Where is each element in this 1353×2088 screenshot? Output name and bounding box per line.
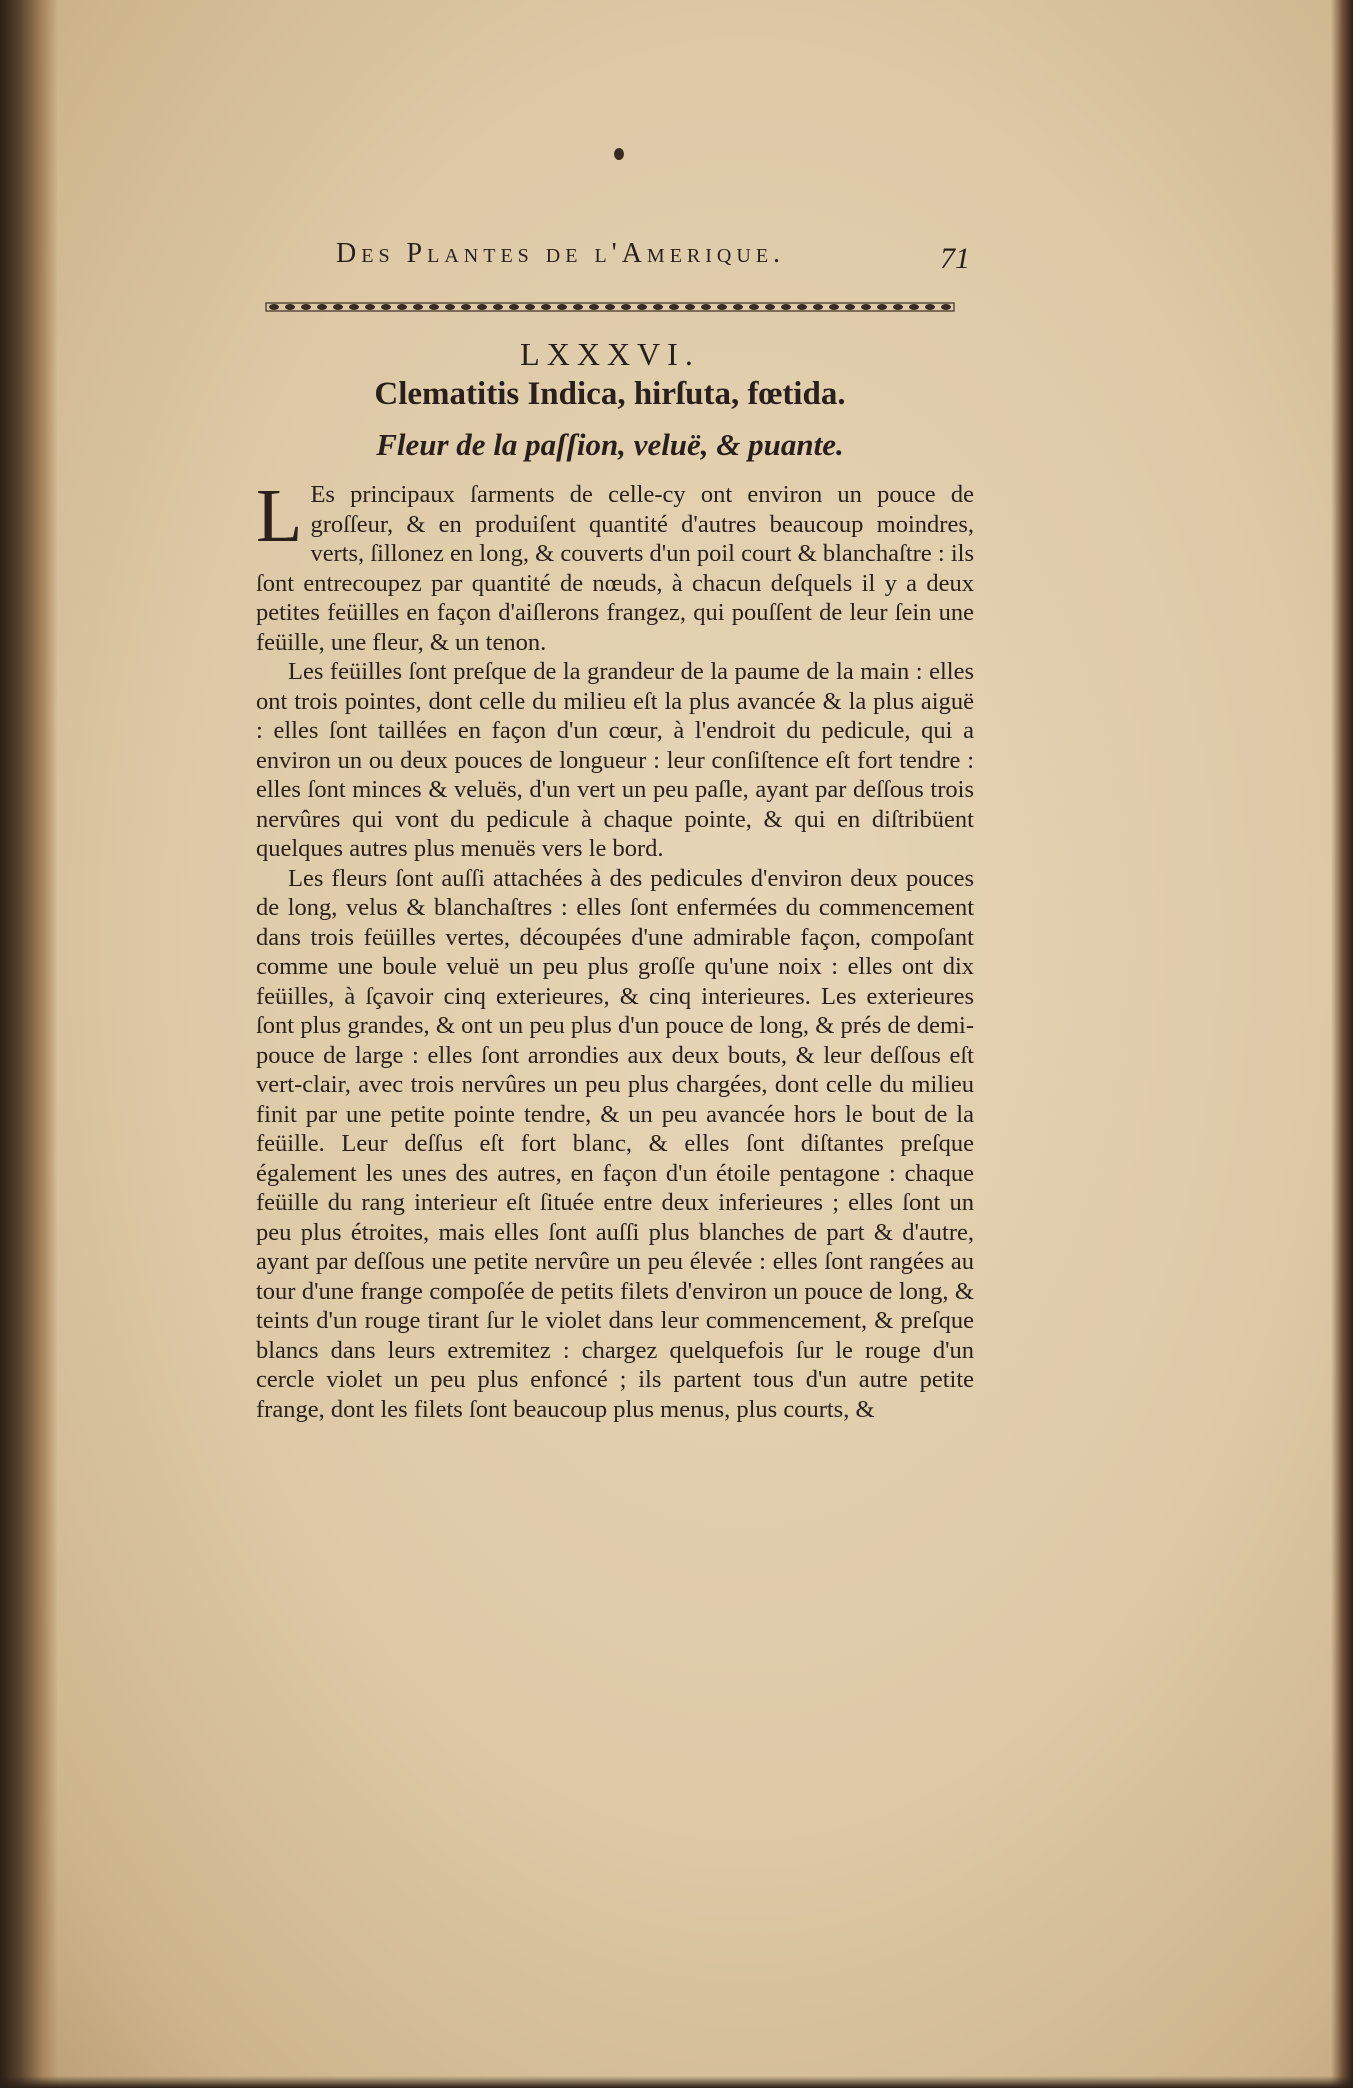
entry-number: LXXXVI. <box>520 336 700 372</box>
ink-spot <box>614 148 624 160</box>
running-head <box>336 238 976 282</box>
page-bottom-edge <box>0 2076 1353 2088</box>
description-text <box>256 474 974 1424</box>
french-plant-name: Fleur de la paſſion, veluë, & puante. <box>376 427 844 462</box>
paragraph-3: Les fleurs ſont auſſi attachées à des pedicules d'environ deux pouces de long, velus & blanchaſtres : elles ſont enfermées du commencement dans trois feüilles vertes, découpées d'une admirable façon, compoſant comme une boule veluë un peu plus groſſe qu'une noix : elles ont dix feüilles, à ſçavoir cinq exterieures, & cinq interieures. Les exterieures ſont plus grandes, & ont un peu plus d'un pouce de long, & prés de demi-pouce de large : elles ſont arrondies aux deux bouts, & leur deſſous eſt vert-clair, avec trois nervûres un peu plus chargées, dont celle du milieu finit par une petite pointe tendre, & un peu avancée hors le bout de la feüille. Leur deſſus eſt fort blanc, & elles ſont diſtantes preſque également les unes des autres, en façon d'un étoile pentagone : chaque feüille du rang interieur eſt ſituée entre deux inferieures ; elles ſont un peu plus étroites, mais elles ſont auſſi plus blanches de part & d'autre, ayant par deſſous une petite nervûre un peu élevée : elles ſont rangées au tour d'une frange compoſée de petits filets d'environ un pouce de long, & teints d'un rouge tirant ſur le violet dans leur commencement, & preſque blancs dans leurs extremitez : chargez quelquefois ſur le rouge d'un cercle violet un peu plus enfoncé ; ils partent tous d'un autre petite frange, dont les filets ſont beaucoup plus menus, plus courts, & <box>256 864 974 1423</box>
drop-cap-letter: L <box>256 474 303 558</box>
running-head-title: Des Plantes de l'Amerique. <box>336 238 786 269</box>
ornamental-rule <box>260 300 960 314</box>
latin-plant-name: Clematitis Indica, hirſuta, fœtida. <box>374 376 846 412</box>
paragraph-1 <box>256 474 974 657</box>
paragraph-1-text: Es principaux ſarments de celle-cy ont environ un pouce de groſſeur, & en produiſent quantité d'autres beaucoup moindres, verts, ſillonez en long, & couverts d'un poil court & blanchaſtre : ils ſont entrecoupez par quantité de nœuds, à chacun deſquels il y a deux petites feüilles en façon d'aiſlerons frangez, qui pouſſent de leur ſein une feüille, une fleur, & un tenon. <box>256 481 974 656</box>
page-number: 71 <box>940 242 970 275</box>
paragraph-2: Les feüilles ſont preſque de la grandeur de la paume de la main : elles ont trois pointes, dont celle du milieu eſt la plus avancée & la plus aiguë : elles ſont taillées en façon d'un cœur, à l'endroit du pedicule, qui a environ un ou deux pouces de longueur : leur conſiſtence eſt fort tendre : elles ſont minces & veluës, d'un vert un peu paſle, ayant par deſſous trois nervûres qui vont du pedicule à chaque pointe, & qui en diſtribüent quelques autres plus menuës vers le bord. <box>256 658 974 862</box>
book-gutter-shadow <box>0 0 58 2088</box>
page-edge <box>1331 0 1353 2088</box>
